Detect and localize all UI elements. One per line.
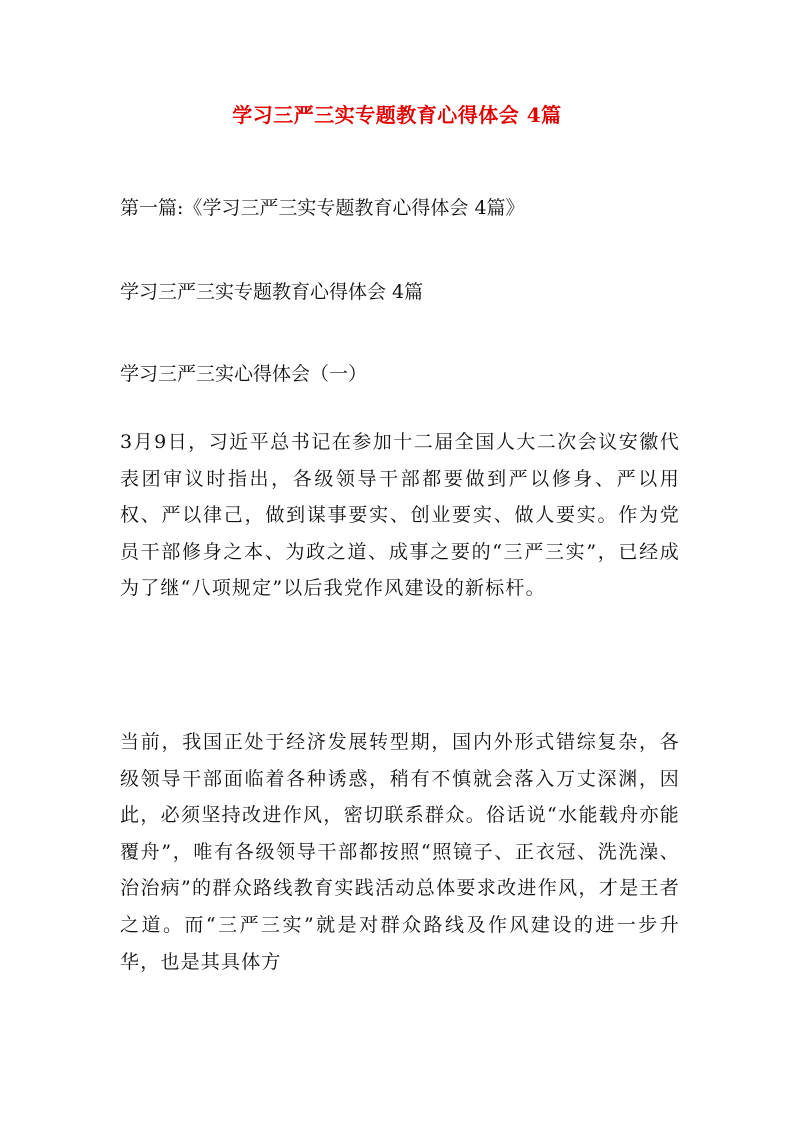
body-paragraph-2: 当前，我国正处于经济发展转型期，国内外形式错综复杂，各级领导干部面临着各种诱惑，稍有不慎就会落入万丈深渊，因此，必须坚持改进作风，密切联系群众。俗话说“水能载舟亦能覆舟”，唯有各级领导干部都按照“照镜子、正衣冠、洗洗澡、治治病”的群众路线教育实践活动总体要求改进作风，才是王者之道。而“三严三实”就是对群众路线及作风建设的进一步升华，也是其具体方 (120, 731, 680, 973)
sub-heading: 学习三严三实专题教育心得体会 4篇 (120, 281, 424, 303)
chapter-heading: 第一篇:《学习三严三实专题教育心得体会 4篇》 (120, 197, 525, 219)
body-paragraph-1: 3月9日，习近平总书记在参加十二届全国人大二次会议安徽代表团审议时指出，各级领导干部都要做到严以修身、严以用权、严以律己，做到谋事要实、创业要实、做人要实。作为党员干部修身之本、为政之道、成事之要的“三严三实”，已经成为了继“八项规定”以后我党作风建设的新标杆。 (120, 431, 680, 600)
document-title: 学习三严三实专题教育心得体会 4篇 (232, 103, 562, 127)
part-heading: 学习三严三实心得体会（一） (120, 363, 368, 385)
